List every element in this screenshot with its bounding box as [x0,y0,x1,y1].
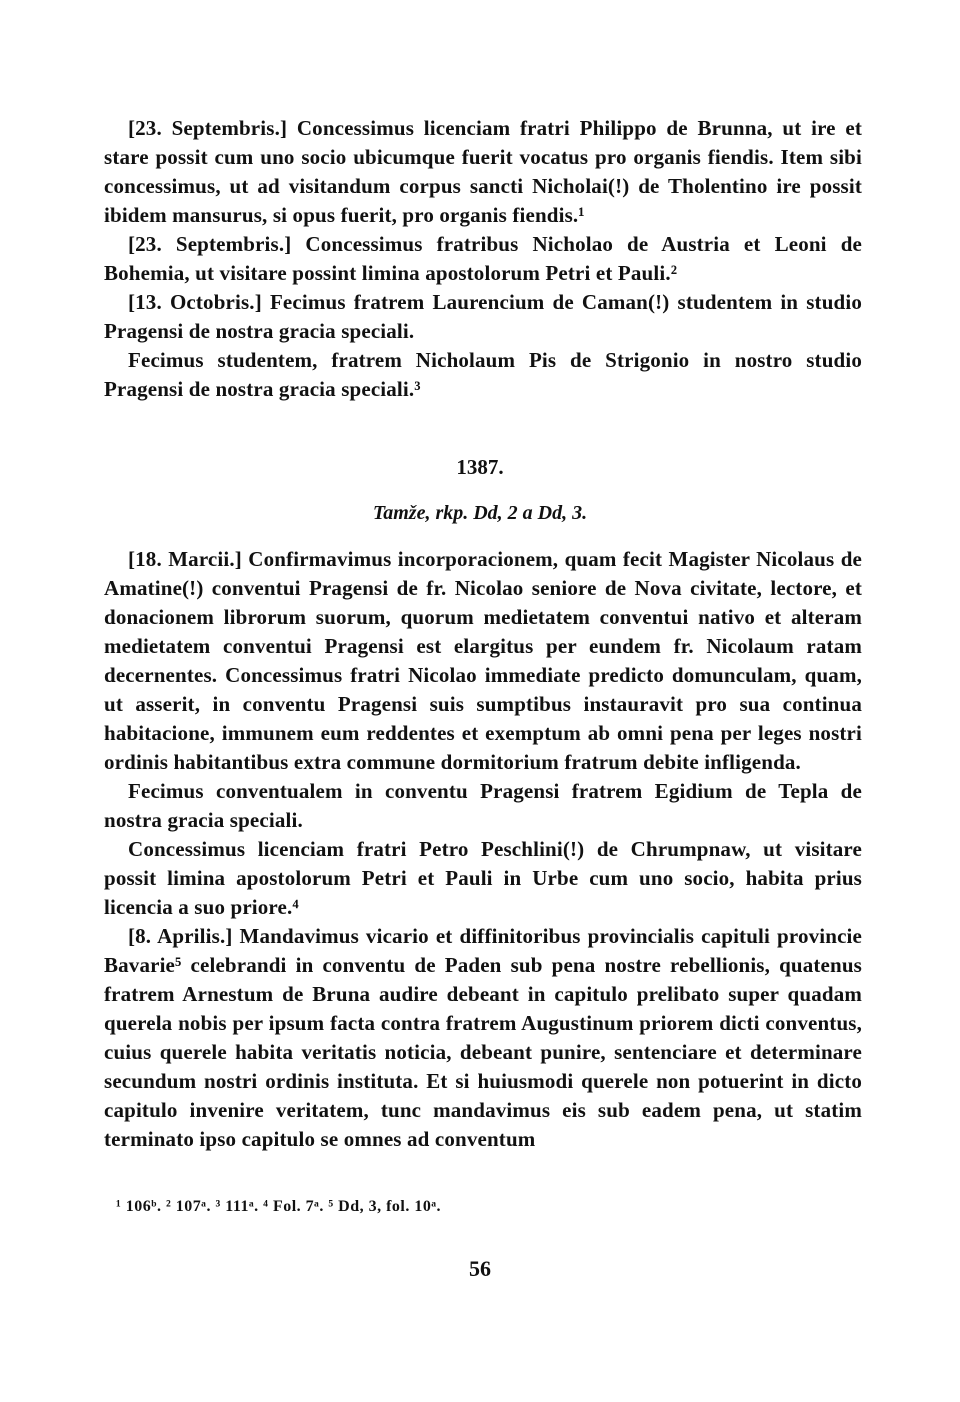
paragraph: [23. Septembris.] Concessimus licenciam fratri Philippo de Brunna, ut ire et stare possit cum uno socio ubicumque fuerit vocatus pro organis fiendis. Item sibi concessimus, ut ad visitandum corpus sancti Nicholai(!) de Tholentino ire possit ibidem mansurus, si opus fuerit, pro organis fiendis.¹ [104,116,862,227]
entries-1387 [104,545,862,1154]
source-reference: Tamže, rkp. Dd, 2 a Dd, 3. [372,502,588,524]
paragraph: [18. Marcii.] Confirmavimus incorporacionem, quam fecit Magister Nicolaus de Amatine(!) conventui Pragensi de fr. Nicolao seniore de Nova civitate, lectore, et donacionem librorum suorum, quorum medietatem conventui nativo et alteram medietatem conventui Pragensi est elargitus per eundem fr. Nicolaum ratam decernentes. Concessimus fratri Nicolao immediate predicto domunculam, quam, ut asserit, in conventu Pragensi suis sumptibus instauravit pro sua continua habitacione, immunem eum reddentes et exemptum ab omni pena per leges nostri ordinis habitantibus extra commune dormitorium fratrum debite infligenda. [104,547,862,774]
page-number: 56 [469,1256,491,1281]
year-heading: 1387. [456,455,504,479]
paragraph: [23. Septembris.] Concessimus fratribus Nicholao de Austria et Leoni de Bohemia, ut visitare possint limina apostolorum Petri et Pauli.² [104,232,862,285]
paragraph: Fecimus conventualem in conventu Pragensi fratrem Egidium de Tepla de nostra gracia speciali. [104,779,862,832]
entries-1386 [104,114,862,404]
footnotes: ¹ 106ᵇ. ² 107ᵃ. ³ 111ᵃ. ⁴ Fol. 7ᵃ. ⁵ Dd, 3, fol. 10ᵃ. [116,1198,442,1215]
paragraph: Fecimus studentem, fratrem Nicholaum Pis de Strigonio in nostro studio Pragensi de nostra gracia speciali.³ [104,348,862,401]
paragraph: [13. Octobris.] Fecimus fratrem Laurencium de Caman(!) studentem in studio Pragensi de nostra gracia speciali. [104,290,862,343]
paragraph: Concessimus licenciam fratri Petro Peschlini(!) de Chrumpnaw, ut visitare possit limina apostolorum Petri et Pauli in Urbe cum uno socio, habita prius licencia a suo priore.⁴ [104,837,862,919]
paragraph: [8. Aprilis.] Mandavimus vicario et diffinitoribus provincialis capituli provincie Bavarie⁵ celebrandi in conventu de Paden sub pena nostre rebellionis, quatenus fratrem Arnestum de Bruna audire debeant in capitulo prelibato super quadam querela nobis per ipsum facta contra fratrem Augustinum priorem dicti conventus, cuius querele habita veritatis noticia, debeant punire, sentenciare et determinare secundum nostri ordinis instituta. Et si huiusmodi querele non potuerint in dicto capitulo invenire veritatem, tunc mandavimus eis sub eadem pena, ut statim terminato ipso capitulo se omnes ad conventum [104,924,862,1151]
